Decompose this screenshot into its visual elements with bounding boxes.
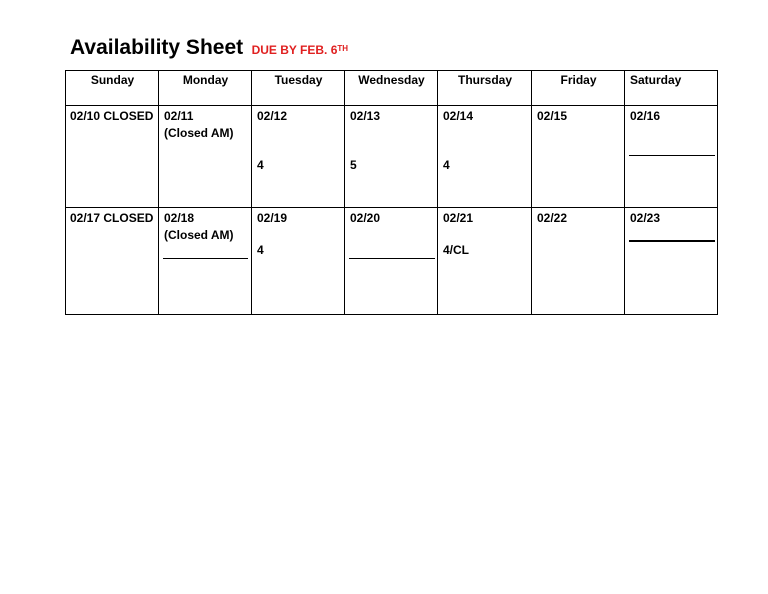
day-cell-0215[interactable] xyxy=(532,106,625,207)
cell-date: 02/15 xyxy=(537,109,568,123)
cell-entry: 4 xyxy=(257,243,264,257)
week-row-2 xyxy=(66,208,717,315)
day-cell-0220[interactable] xyxy=(345,208,438,315)
cell-entry: 4 xyxy=(443,158,450,172)
day-cell-0216[interactable] xyxy=(625,106,717,207)
title-block xyxy=(70,36,348,60)
header-sunday: Sunday xyxy=(90,73,135,87)
cell-entry: 5 xyxy=(350,158,357,172)
cell-date: 02/16 xyxy=(630,109,661,123)
cell-date: 02/17 CLOSED xyxy=(70,211,154,225)
blank-signature-line xyxy=(629,155,715,156)
cell-date: 02/12 xyxy=(257,109,288,123)
cell-entry: 4 xyxy=(257,158,264,172)
day-cell-0219[interactable] xyxy=(252,208,345,315)
due-date-note xyxy=(252,43,348,57)
day-cell-0221[interactable] xyxy=(438,208,532,315)
day-cell-0212[interactable] xyxy=(252,106,345,207)
cell-note: (Closed AM) xyxy=(164,126,234,140)
header-wednesday: Wednesday xyxy=(358,73,425,87)
cell-date: 02/14 xyxy=(443,109,474,123)
weekday-header-row xyxy=(66,71,717,106)
page-title: Availability Sheet xyxy=(70,36,244,59)
cell-date: 02/18 xyxy=(164,211,195,225)
cell-date: 02/22 xyxy=(537,211,568,225)
cell-date: 02/21 xyxy=(443,211,474,225)
availability-calendar xyxy=(65,70,718,315)
cell-entry: 4/CL xyxy=(443,243,470,257)
day-cell-0222[interactable] xyxy=(532,208,625,315)
day-cell-0214[interactable] xyxy=(438,106,532,207)
header-friday: Friday xyxy=(560,73,597,87)
cell-date: 02/10 CLOSED xyxy=(70,109,154,123)
blank-signature-line xyxy=(163,258,248,259)
due-date-text: DUE BY FEB. 6 xyxy=(251,43,338,57)
cell-date: 02/20 xyxy=(350,211,381,225)
cell-date: 02/19 xyxy=(257,211,288,225)
cell-date: 02/11 xyxy=(164,109,194,123)
week-row-1 xyxy=(66,106,717,208)
blank-signature-line xyxy=(349,258,435,259)
header-saturday: Saturday xyxy=(630,73,682,87)
cell-date: 02/23 xyxy=(630,211,661,225)
cell-note: (Closed AM) xyxy=(164,228,234,242)
day-cell-0218[interactable] xyxy=(159,208,252,315)
day-cell-0213[interactable] xyxy=(345,106,438,207)
blank-signature-line xyxy=(629,240,715,242)
header-tuesday: Tuesday xyxy=(274,73,323,87)
day-cell-0223[interactable] xyxy=(625,208,717,315)
day-cell-0210[interactable] xyxy=(66,106,159,207)
due-date-suffix: TH xyxy=(337,44,349,53)
header-monday: Monday xyxy=(182,73,229,87)
header-thursday: Thursday xyxy=(457,73,512,87)
day-cell-0211[interactable] xyxy=(159,106,252,207)
day-cell-0217[interactable] xyxy=(66,208,159,315)
cell-date: 02/13 xyxy=(350,109,381,123)
